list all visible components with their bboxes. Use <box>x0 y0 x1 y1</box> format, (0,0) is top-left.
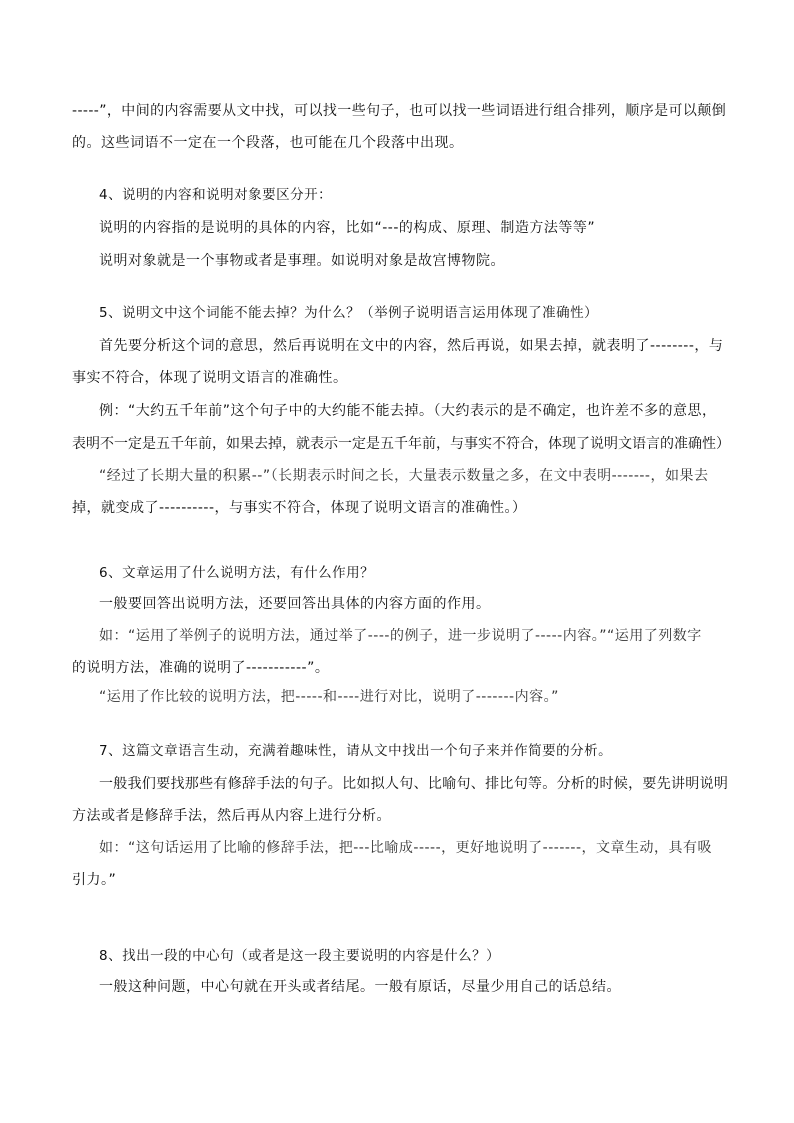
section-7-heading: 7、这篇文章语言生动，充满着趣味性，请从文中找出一个句子来并作简要的分析。 <box>99 743 613 759</box>
section-6-example-2: “运用了作比较的说明方法，把-----和----进行对比，说明了-------内容。” <box>99 689 559 705</box>
section-4-paragraph-2: 说明对象就是一个事物或者是事理。如说明对象是故宫博物院。 <box>99 253 505 269</box>
section-5-paragraph-1-cont: 事实不符合，体现了说明文语言的准确性。 <box>72 370 348 386</box>
section-7-paragraph-1-cont: 方法或者是修辞手法，然后再从内容上进行分析。 <box>72 808 391 824</box>
section-5-example-1-cont: 表明不一定是五千年前，如果去掉，就表示一定是五千年前，与事实不符合，体现了说明文语言的准确性） <box>72 436 730 452</box>
section-5-example-2-cont: 掉，就变成了----------，与事实不符合，体现了说明文语言的准确性。） <box>72 500 527 516</box>
section-6-example-1: 如：“运用了举例子的说明方法，通过举了----的例子，进一步说明了-----内容。”“运用了列数字 <box>99 628 702 644</box>
section-8-heading: 8、找出一段的中心句（或者是这一段主要说明的内容是什么？） <box>99 948 501 964</box>
section-6-example-1-cont: 的说明方法，准确的说明了-----------”。 <box>72 660 330 676</box>
section-5-example-2: “经过了长期大量的积累--”（长期表示时间之长，大量表示数量之多，在文中表明-------，如果去 <box>99 468 709 484</box>
section-7-example-1: 如：“这句话运用了比喻的修辞手法，把---比喻成-----，更好地说明了-------，文章生动，具有吸 <box>99 840 713 856</box>
section-7-paragraph-1: 一般我们要找那些有修辞手法的句子。比如拟人句、比喻句、排比句等。分析的时候，要先讲明说明 <box>99 776 729 792</box>
section-4-heading: 4、说明的内容和说明对象要区分开： <box>99 187 333 203</box>
intro-line-1: -----”，中间的内容需要从文中找，可以找一些句子，也可以找一些词语进行组合排列，顺序是可以颠倒 <box>72 103 727 119</box>
section-5-heading: 5、说明文中这个词能不能去掉？为什么？（举例子说明语言运用体现了准确性） <box>99 305 599 321</box>
section-7-example-1-cont: 引力。” <box>72 872 117 888</box>
section-8-paragraph-1: 一般这种问题，中心句就在开头或者结尾。一般有原话，尽量少用自己的话总结。 <box>99 979 621 995</box>
section-6-paragraph-1: 一般要回答出说明方法，还要回答出具体的内容方面的作用。 <box>99 596 491 612</box>
section-5-example-1: 例：“大约五千年前”这个句子中的大约能不能去掉。（大约表示的是不确定，也许差不多的意思， <box>99 403 717 419</box>
intro-line-2: 的。这些词语不一定在一个段落，也可能在几个段落中出现。 <box>72 135 464 151</box>
section-5-paragraph-1: 首先要分析这个词的意思，然后再说明在文中的内容，然后再说，如果去掉，就表明了--------，与 <box>99 338 724 354</box>
section-4-paragraph-1: 说明的内容指的是说明的具体的内容，比如“---的构成、原理、制造方法等等” <box>99 220 596 236</box>
section-6-heading: 6、文章运用了什么说明方法，有什么作用？ <box>99 565 375 581</box>
